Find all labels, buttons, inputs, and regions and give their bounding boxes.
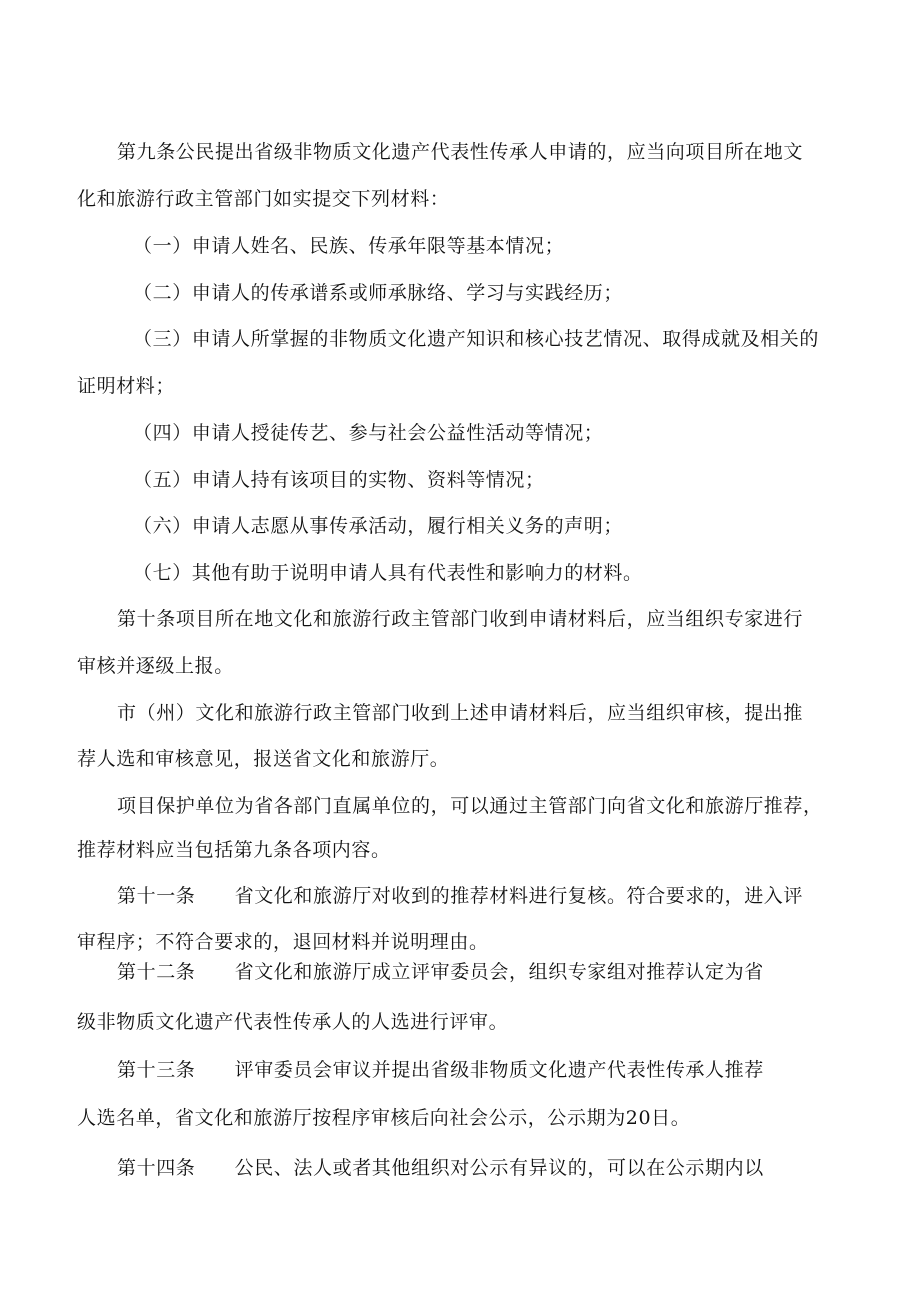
article-13-line-1: 第十三条 评审委员会审议并提出省级非物质文化遗产代表性传承人推荐 [117, 1059, 764, 1081]
article-10-p3-line-2: 推荐材料应当包括第九条各项内容。 [77, 839, 391, 861]
article-12-line-2: 级非物质文化遗产代表性传承人的人选进行评审。 [77, 1011, 509, 1033]
article-9-item-4: （四）申请人授徒传艺、参与社会公益性活动等情况； [133, 422, 604, 444]
article-11-line-1: 第十一条 省文化和旅游厅对收到的推荐材料进行复核。符合要求的，进入评 [117, 885, 804, 907]
article-10-p3-line-1: 项目保护单位为省各部门直属单位的，可以通过主管部门向省文化和旅游厅推荐， [117, 795, 823, 817]
article-10-p2-line-2: 荐人选和审核意见，报送省文化和旅游厅。 [77, 748, 450, 770]
article-9-line-1: 第九条公民提出省级非物质文化遗产代表性传承人申请的，应当向项目所在地文 [117, 141, 804, 163]
article-10-p1-line-2: 审核并逐级上报。 [77, 655, 234, 677]
article-9-line-2: 化和旅游行政主管部门如实提交下列材料： [77, 188, 450, 210]
article-9-item-7: （七）其他有助于说明申请人具有代表性和影响力的材料。 [133, 562, 643, 584]
article-11-line-2: 审程序；不符合要求的，退回材料并说明理由。 [77, 931, 489, 953]
article-9-item-6: （六）申请人志愿从事传承活动，履行相关义务的声明； [133, 515, 624, 537]
article-13-line-2: 人选名单，省文化和旅游厅按程序审核后向社会公示，公示期为20日。 [77, 1107, 691, 1129]
article-10-p2-line-1: 市（州）文化和旅游行政主管部门收到上述申请材料后，应当组织审核，提出推 [117, 702, 804, 724]
article-12-line-1: 第十二条 省文化和旅游厅成立评审委员会，组织专家组对推荐认定为省 [117, 961, 764, 983]
article-10-p1-line-1: 第十条项目所在地文化和旅游行政主管部门收到申请材料后，应当组织专家进行 [117, 608, 804, 630]
article-14-line-1: 第十四条 公民、法人或者其他组织对公示有异议的，可以在公示期内以 [117, 1157, 764, 1179]
article-9-item-3-line-2: 证明材料； [77, 375, 176, 397]
article-9-item-1: （一）申请人姓名、民族、传承年限等基本情况； [133, 235, 565, 257]
article-9-item-2: （二）申请人的传承谱系或师承脉络、学习与实践经历； [133, 282, 624, 304]
article-9-item-3-line-1: （三）申请人所掌握的非物质文化遗产知识和核心技艺情况、取得成就及相关的 [133, 328, 820, 350]
article-9-item-5: （五）申请人持有该项目的实物、资料等情况； [133, 469, 545, 491]
